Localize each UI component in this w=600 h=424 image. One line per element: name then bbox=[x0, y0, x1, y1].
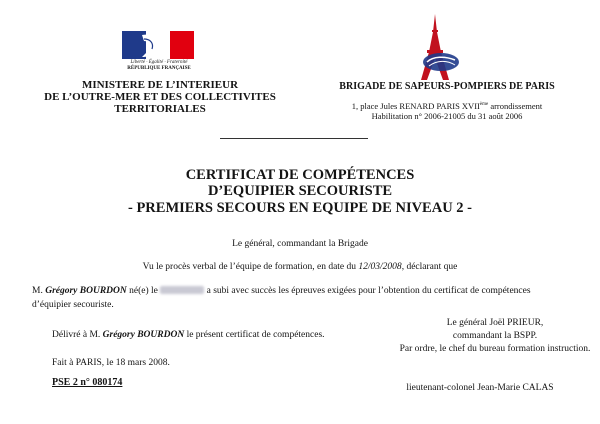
certificate-title-line-2: D’EQUIPIER SECOURISTE bbox=[207, 183, 393, 199]
general-line: Le général, commandant la Brigade bbox=[232, 239, 368, 249]
signature-line-2: commandant la BSPP. bbox=[452, 331, 538, 341]
address-sup: ème bbox=[479, 102, 489, 107]
signature-line-3: Par ordre, le chef du bureau formation instruction. bbox=[399, 344, 591, 354]
success-text: a subi avec succès les épreuves exigées pour l’obtention du certificat de compétences bbox=[204, 286, 531, 296]
address-main: 1, place Jules RENARD PARIS XVII bbox=[351, 100, 480, 111]
signature-line-1: Le général Joël PRIEUR, bbox=[446, 318, 544, 328]
vu-pre: Vu le procès verbal de l’équipe de formation, en date du bbox=[142, 262, 359, 272]
vu-date: 12/03/2008 bbox=[358, 262, 402, 272]
recipient-line bbox=[32, 285, 531, 297]
proces-verbal-line bbox=[0, 261, 600, 273]
eiffel-tower-logo-icon bbox=[405, 12, 465, 82]
fait-line: Fait à PARIS, le 18 mars 2008. bbox=[52, 358, 170, 368]
brigade-name: BRIGADE DE SAPEURS-POMPIERS DE PARIS bbox=[339, 81, 555, 92]
certificate-title-line-3: - PREMIERS SECOURS EN EQUIPE DE NIVEAU 2 - bbox=[127, 200, 472, 216]
brigade-address bbox=[322, 100, 572, 111]
ministry-line-3: TERRITORIALES bbox=[114, 103, 206, 115]
header-divider bbox=[220, 138, 368, 139]
pse-number: PSE 2 n° 080174 bbox=[52, 377, 123, 388]
delivre-line bbox=[52, 329, 325, 341]
motto: Liberté · Égalité · Fraternité bbox=[130, 60, 188, 65]
ministry-line-2: DE L’OUTRE-MER ET DES COLLECTIVITES bbox=[44, 91, 276, 103]
redacted-birthdate bbox=[160, 286, 204, 294]
civility: M. bbox=[32, 286, 46, 296]
republique-label: RÉPUBLIQUE FRANÇAISE bbox=[127, 66, 191, 71]
ministry-line-1: MINISTERE DE L’INTERIEUR bbox=[81, 79, 239, 91]
signature-line-4: lieutenant-colonel Jean-Marie CALAS bbox=[406, 383, 554, 393]
certificate-title-line-1: CERTIFICAT DE COMPÉTENCES bbox=[185, 167, 415, 183]
delivre-pre: Délivré à M. bbox=[52, 330, 103, 340]
vu-post: , déclarant que bbox=[401, 262, 458, 272]
habilitation: Habilitation n° 2006-21005 du 31 août 2006 bbox=[371, 111, 523, 121]
bspp-logo bbox=[405, 12, 465, 82]
delivre-post: le présent certificat de compétences. bbox=[184, 330, 325, 340]
recipient-line-2: d’équipier secouriste. bbox=[32, 300, 114, 310]
address-tail: arrondissement bbox=[488, 100, 543, 111]
ministry-name bbox=[30, 79, 290, 115]
delivre-name: Grégory BOURDON bbox=[102, 330, 185, 340]
recipient-name: Grégory BOURDON bbox=[45, 286, 127, 296]
born-label: né(e) le bbox=[126, 286, 161, 296]
